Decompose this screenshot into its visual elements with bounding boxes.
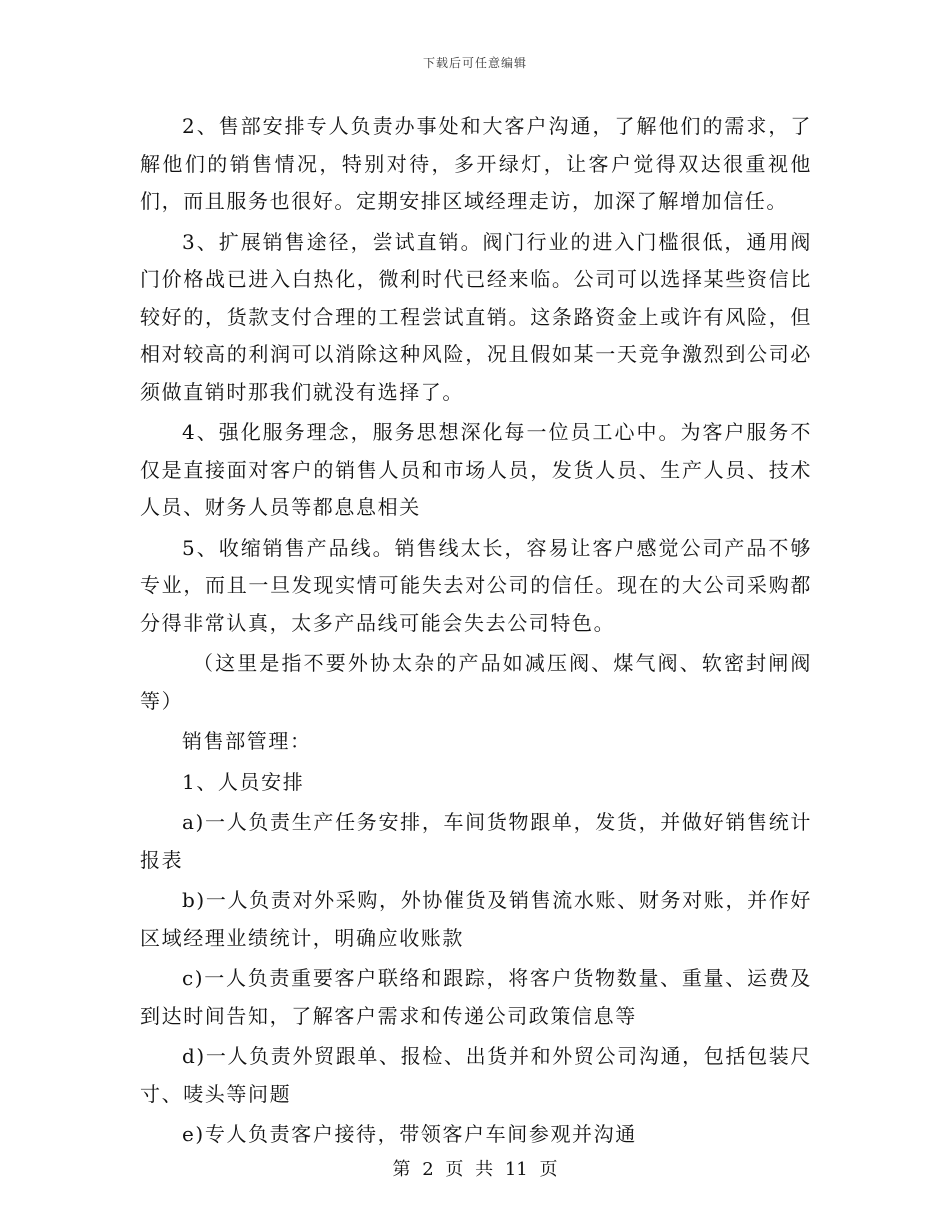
section-heading-sales-management: 销售部管理： [182,729,312,753]
staff-item-e: e)专人负责客户接待，带领客户车间参观并沟通 [182,1122,637,1146]
staff-item-d: d)一人负责外贸跟单、报检、出货并和外贸公司沟通，包括包装尺寸、唛头等问题 [140,1044,812,1106]
staff-item-b: b)一人负责对外采购，外协催货及销售流水账、财务对账，并作好区域经理业绩统计，明确应收账款 [140,888,812,950]
paragraph-item-2: 2、售部安排专人负责办事处和大客户沟通，了解他们的需求，了解他们的销售情况，特别对待，多开绿灯，让客户觉得双达很重视他们，而且服务也很好。定期安排区域经理走访，加深了解增加信任。 [140,114,812,213]
page-number-footer: 第 2 页 共 11 页 [392,1159,558,1180]
paragraph-item-4: 4、强化服务理念，服务思想深化每一位员工心中。为客户服务不仅是直接面对客户的销售人员和市场人员，发货人员、生产人员、技术人员、财务人员等都息息相关 [140,420,812,519]
subsection-heading-staffing: 1、人员安排 [182,769,305,794]
document-body [140,108,812,1157]
paragraph-item-5: 5、收缩销售产品线。销售线太长，容易让客户感觉公司产品不够专业，而且一旦发现实情可能失去对公司的信任。现在的大公司采购都分得非常认真，太多产品线可能会失去公司特色。 [140,535,812,635]
staff-item-c: c)一人负责重要客户联络和跟踪，将客户货物数量、重量、运费及到达时间告知，了解客户需求和传递公司政策信息等 [140,966,812,1028]
staff-item-a: a)一人负责生产任务安排，车间货物跟单，发货，并做好销售统计报表 [140,810,812,872]
paragraph-note: （这里是指不要外协太杂的产品如减压阀、煤气阀、软密封闸阀等） [140,651,812,713]
paragraph-item-3: 3、扩展销售途径，尝试直销。阀门行业的进入门槛很低，通用阀门价格战已进入白热化，微利时代已经来临。公司可以选择某些资信比较好的，货款支付合理的工程尝试直销。这条路资金上或许有风险，但相对较高的利润可以消除这种风险，况且假如某一天竞争激烈到公司必须做直销时那我们就没有选择了。 [140,229,812,404]
page-header: 下载后可任意编辑 [422,56,527,70]
